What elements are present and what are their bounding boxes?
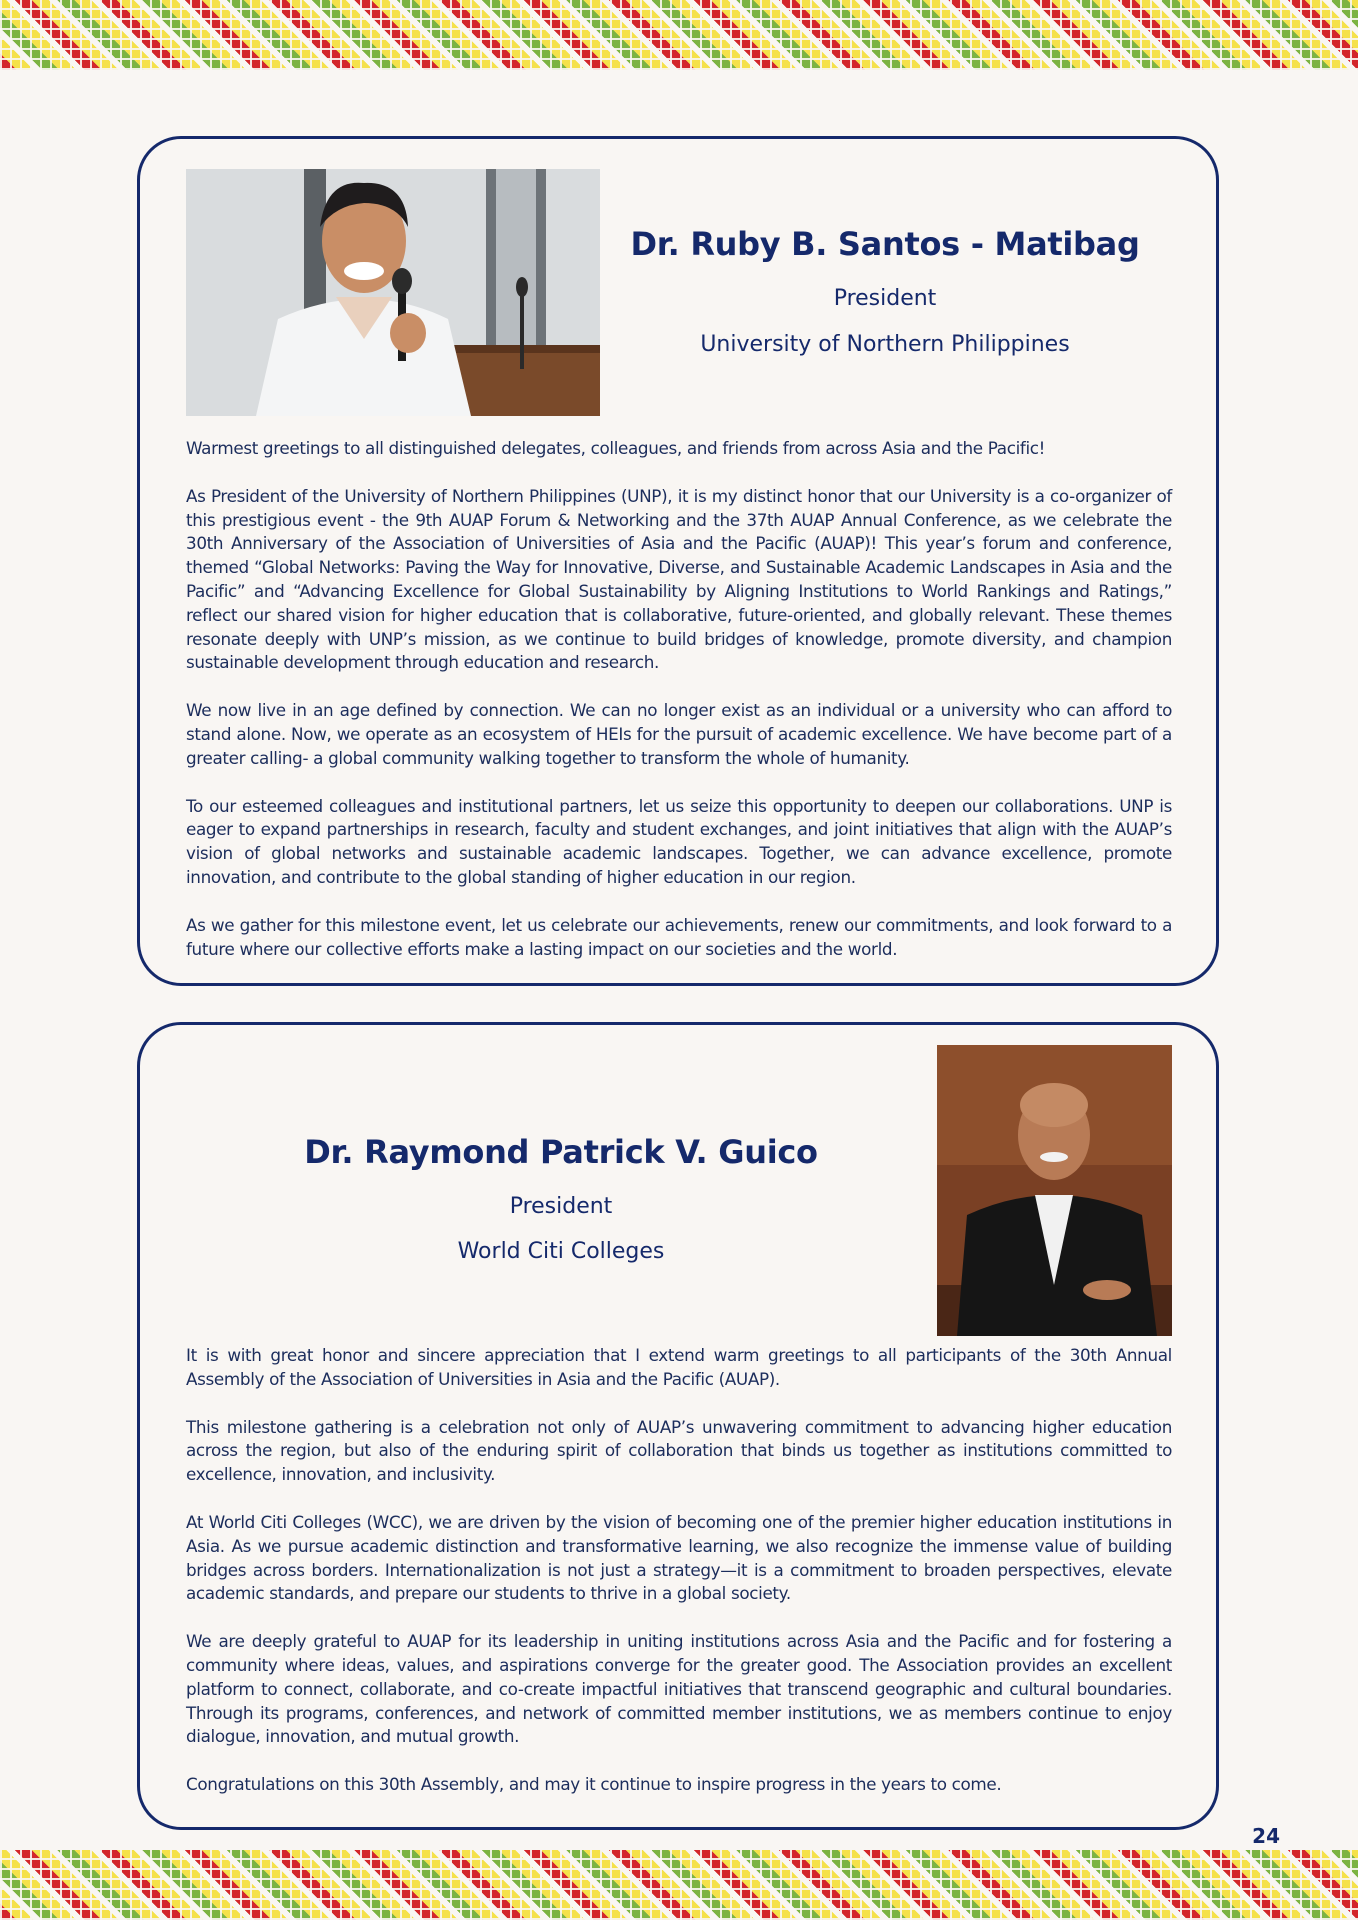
message-paragraph: To our esteemed colleagues and institutional partners, let us seize this opportunity to deepen our collaborations. UNP is eager to expand partnerships in research, faculty and student exchanges, and joint initiatives that align with the AUAP’s vision of global networks and sustainable academic landscapes. Together, we can advance excellence, promote innovation, and contribute to the global standing of higher education in our region. (186, 795, 1172, 887)
speaker-institution-1: University of Northern Philippines (700, 332, 1070, 357)
message-paragraph: Warmest greetings to all distinguished delegates, colleagues, and friends from across Asia and the Pacific! (186, 438, 1046, 458)
speaker-title-2: President (509, 1194, 613, 1219)
speaker-name-1: Dr. Ruby B. Santos - Matibag (630, 225, 1140, 263)
message-body-1 (186, 437, 1172, 985)
message-paragraph: This milestone gathering is a celebration not only of AUAP’s unwavering commitment to advancing higher education across the region, but also of the enduring spirit of collaboration that binds us together as institutions committed to excellence, innovation, and inclusivity. (186, 1416, 1172, 1485)
message-paragraph: At World Citi Colleges (WCC), we are driven by the vision of becoming one of the premier higher education institutions in Asia. As we pursue academic distinction and transformative learning, we also recognize the immense value of building bridges across borders. Internationalization is not just a strategy—it is a commitment to broaden perspectives, elevate academic standards, and prepare our students to thrive in a global society. (186, 1511, 1172, 1604)
message-paragraph: Congratulations on this 30th Assembly, and may it continue to inspire progress in the years to come. (186, 1774, 1002, 1795)
message-paragraph: As we gather for this milestone event, let us celebrate our achievements, renew our commitments, and look forward to a future where our collective efforts make a lasting impact on our societies and the world. (186, 914, 1172, 959)
page-number: 24 (1252, 1824, 1280, 1848)
speaker-photo-2 (937, 1045, 1172, 1336)
message-body-2 (186, 1344, 1172, 1821)
speaker-photo-1 (186, 169, 600, 416)
decorative-border-top (0, 0, 1358, 70)
message-paragraph: As President of the University of Northern Philippines (UNP), it is my distinct honor that our University is a co-organizer of this prestigious event - the 9th AUAP Forum & Networking and the 37th AUAP Annual Conference, as we celebrate the 30th Anniversary of the Association of Universities of Asia and the Pacific (AUAP)! This year’s forum and conference, themed “Global Networks: Paving the Way for Innovative, Diverse, and Sustainable Academic Landscapes in Asia and the Pacific” and “Advancing Excellence for Global Sustainability by Aligning Institutions to World Rankings and Ratings,” reflect our shared vision for higher education that is collaborative, future-oriented, and globally relevant. These themes resonate deeply with UNP’s mission, as we continue to build bridges of knowledge, promote diversity, and champion sustainable development through education and research. (186, 485, 1172, 673)
message-paragraph: We now live in an age defined by connection. We can no longer exist as an individual or a university who can afford to stand alone. Now, we operate as an ecosystem of HEIs for the pursuit of academic excellence. We have become part of a greater calling- a global community walking together to transform the whole of humanity. (186, 700, 1172, 768)
decorative-border-bottom (0, 1850, 1358, 1920)
speaker-title-1: President (833, 286, 937, 311)
speaker-institution-2: World Citi Colleges (457, 1239, 665, 1264)
message-paragraph: It is with great honor and sincere appreciation that I extend warm greetings to all participants of the 30th Annual Assembly of the Association of Universities in Asia and the Pacific (AUAP). (186, 1345, 1172, 1389)
message-paragraph: We are deeply grateful to AUAP for its leadership in uniting institutions across Asia and the Pacific and for fostering a community where ideas, values, and aspirations converge for the greater good. The Association provides an excellent platform to connect, collaborate, and co-create impactful initiatives that transcend geographic and cultural boundaries. Through its programs, conferences, and network of committed member institutions, we as members continue to enjoy dialogue, innovation, and mutual growth. (186, 1631, 1172, 1747)
speaker-name-2: Dr. Raymond Patrick V. Guico (304, 1133, 818, 1171)
